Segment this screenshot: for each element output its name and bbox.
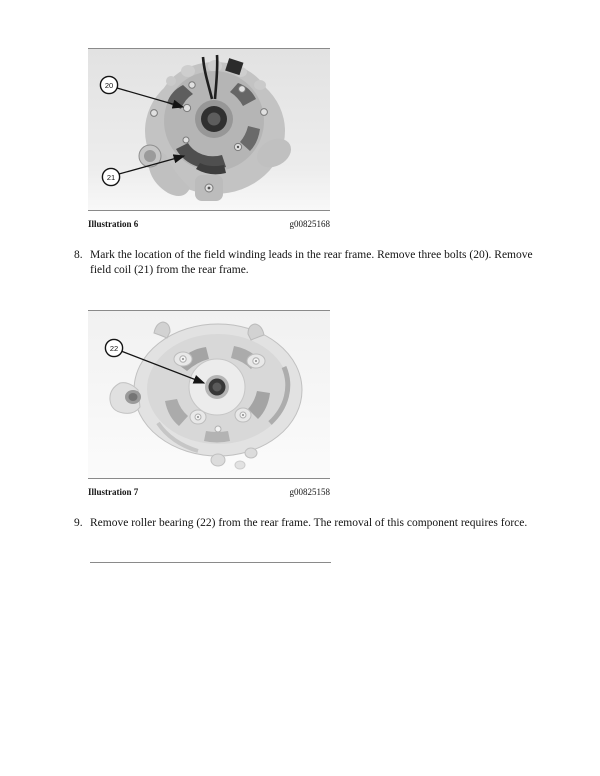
caption-label: Illustration 7 <box>88 487 139 497</box>
step-9 <box>74 516 552 531</box>
caption-reference-number: g00825158 <box>289 487 330 497</box>
illustration-6-caption <box>88 219 330 230</box>
step-text-line: Mark the location of the field winding leads in the rear frame. Remove three bolts (20). Remove <box>90 249 533 261</box>
step-text-line: field coil (21) from the rear frame. <box>90 264 249 276</box>
callout-22-label: 22 <box>109 343 119 353</box>
figure-illustration-7 <box>88 310 330 498</box>
figure-illustration-6 <box>88 48 330 230</box>
step-text-line: Remove roller bearing (22) from the rear frame. The removal of this component requires force. <box>90 517 528 529</box>
caption-label: Illustration 6 <box>88 219 139 229</box>
illustration-6-photo <box>88 49 330 210</box>
step-8 <box>74 248 552 278</box>
illustration-7-caption <box>88 487 330 498</box>
horizontal-rule <box>88 478 330 479</box>
caption-reference-number: g00825168 <box>289 219 330 229</box>
step-number: 9. <box>74 517 83 529</box>
callout-20-label: 20 <box>104 80 114 90</box>
horizontal-rule <box>90 562 331 563</box>
step-number: 8. <box>74 249 83 261</box>
horizontal-rule <box>88 210 330 211</box>
illustration-7-photo <box>88 311 330 478</box>
callout-21-label: 21 <box>106 172 116 182</box>
step-text <box>90 248 552 278</box>
step-text <box>90 516 552 531</box>
